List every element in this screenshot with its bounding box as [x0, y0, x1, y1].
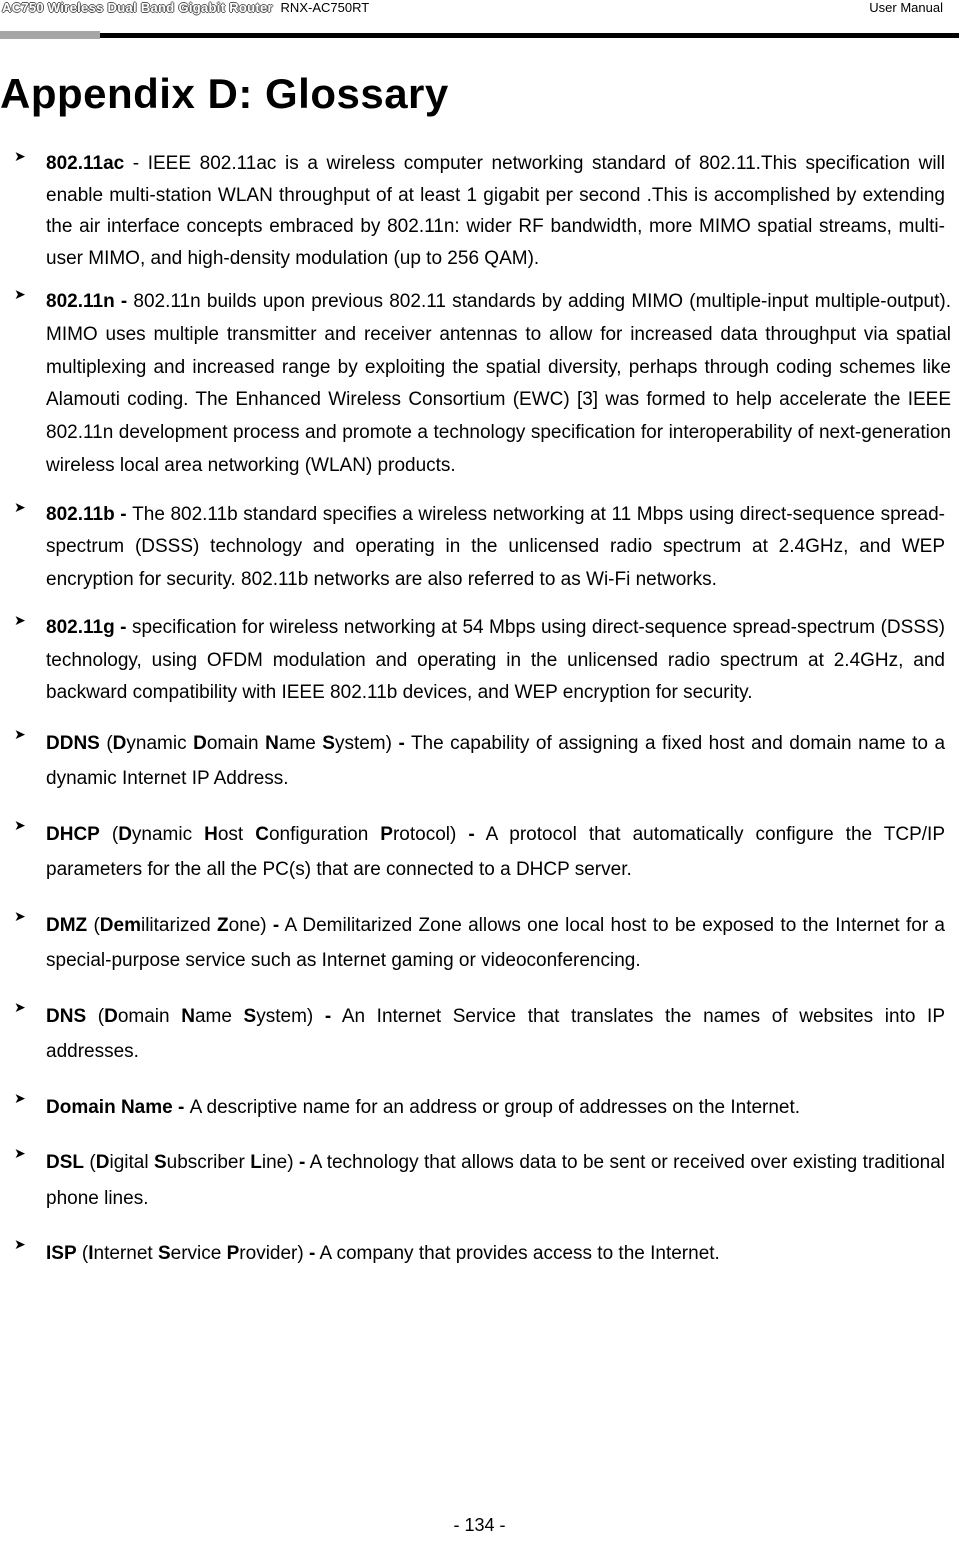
- glossary-term: DNS: [46, 1005, 87, 1027]
- expansion-rest: ost: [217, 823, 256, 845]
- expansion-rest: ystem: [256, 1005, 307, 1027]
- term-separator: -: [114, 617, 132, 639]
- expansion-rest: one: [228, 914, 261, 936]
- header-product-name: AC750 Wireless Dual Band Gigabit Router: [2, 0, 273, 15]
- page-title: Appendix D: Glossary: [0, 70, 449, 117]
- expansion-letter: m: [124, 914, 141, 936]
- glossary-term: DHCP: [46, 823, 100, 845]
- expansion-letter: Z: [216, 914, 229, 936]
- page-header: [0, 0, 959, 40]
- expansion-rest: igital: [109, 1152, 154, 1174]
- glossary-definition: specification for wireless networking at 54 Mbps using direct-sequence spread-spectrum (DSSS) technology, using OFDM modulation and operating in the unlicensed radio spectrum at 2.4GHz, and backward compatibility with IEEE 802.11b devices, and WEP encryption for security.: [46, 617, 945, 704]
- glossary-term: Domain Name: [46, 1096, 173, 1118]
- arrow-bullet-icon: ➤: [14, 998, 26, 1015]
- term-separator: -: [172, 1096, 190, 1118]
- expansion-letter: S: [153, 1152, 167, 1174]
- expansion-letter: H: [204, 823, 218, 845]
- glossary-definition: The 802.11b standard specifies a wireless networking at 11 Mbps using direct-sequence spread-spectrum (DSSS) technology and operating in the unlicensed radio spectrum at 2.4GHz, and WEP encryption for security. 802.11b networks are also referred to as Wi-Fi networks.: [46, 503, 945, 590]
- header-model: RNX-AC750RT: [280, 0, 370, 15]
- header-left: [2, 0, 369, 15]
- arrow-bullet-icon: ➤: [14, 612, 26, 629]
- glossary-entry-802-11g: [0, 612, 959, 710]
- arrow-bullet-icon: ➤: [14, 1145, 26, 1162]
- term-separator: -: [114, 291, 134, 312]
- glossary-definition: A Demilitarized Zone allows one local host to be exposed to the Internet for a special-purpose service such as Internet gaming or videoconferencing.: [46, 914, 946, 972]
- arrow-bullet-icon: ➤: [14, 816, 26, 833]
- expansion-rest: rovider: [239, 1243, 298, 1265]
- expansion-letter: N: [265, 732, 279, 754]
- expansion-letter: S: [322, 732, 335, 754]
- expansion-letter: P: [380, 823, 393, 845]
- entry-text: DMZ (Demilitarized Zone) - A Demilitarized Zone allows one local host to be exposed to the Internet for a special-purpose service such as Internet gaming or videoconferencing.: [46, 914, 946, 972]
- arrow-bullet-icon: ➤: [14, 907, 26, 924]
- arrow-bullet-icon: ➤: [14, 1089, 26, 1106]
- arrow-bullet-icon: ➤: [14, 1236, 26, 1253]
- page-number: - 134 -: [453, 1515, 506, 1535]
- glossary-term: 802.11b: [46, 503, 115, 525]
- expansion-rest: ubscriber: [166, 1152, 251, 1174]
- entry-text: [46, 1090, 945, 1126]
- glossary-entry-802-11n: [0, 286, 959, 483]
- term-separator: -: [114, 503, 133, 525]
- expansion-rest: ystem: [334, 732, 386, 754]
- glossary-term: ISP: [46, 1243, 77, 1265]
- glossary-entry-dhcp: [0, 817, 959, 888]
- expansion-rest: ine: [261, 1152, 288, 1174]
- expansion-rest: onfiguration: [268, 823, 381, 845]
- expansion-letter: P: [226, 1243, 240, 1265]
- glossary-entry-802-11ac: [0, 148, 959, 274]
- glossary-definition: A technology that allows data to be sent or received over existing traditional phone lines.: [46, 1152, 946, 1209]
- entry-text: ISP (Internet Service Provider) - A company that provides access to the Internet.: [46, 1243, 720, 1265]
- entry-text: [46, 148, 945, 274]
- expansion-letter: I: [88, 1243, 94, 1265]
- entry-text: DDNS (Dynamic Domain Name System) - The capability of assigning a fixed host and domain name to a dynamic Internet IP Address.: [46, 732, 946, 790]
- expansion-rest: rotocol: [392, 823, 450, 845]
- glossary-term: 802.11n: [46, 291, 115, 312]
- expansion-rest: ynamic: [126, 732, 194, 754]
- expansion-letter: S: [157, 1243, 171, 1265]
- expansion-rest: omain: [206, 732, 266, 754]
- glossary-term: DDNS: [46, 732, 100, 754]
- expansion-rest: ame: [194, 1005, 244, 1027]
- glossary-term: DMZ: [46, 914, 88, 936]
- glossary-entry-dmz: [0, 908, 959, 979]
- header-rule-grey: [0, 31, 100, 39]
- glossary-entry-domain-name: [0, 1090, 959, 1126]
- expansion-letter: D: [104, 1005, 118, 1027]
- term-separator: -: [124, 153, 148, 174]
- expansion-rest: nternet: [93, 1243, 158, 1265]
- expansion-letter: N: [181, 1005, 195, 1027]
- header-doc-type: User Manual: [869, 0, 943, 15]
- glossary-entry-dsl: [0, 1145, 959, 1216]
- expansion-letter: D: [112, 732, 127, 754]
- header-rule-black: [100, 33, 959, 38]
- entry-text: [46, 612, 945, 710]
- entry-text: DSL (Digital Subscriber Line) - A technology that allows data to be sent or received over existing traditional phone lines.: [46, 1152, 946, 1209]
- glossary-definition: A company that provides access to the Internet.: [319, 1243, 720, 1265]
- arrow-bullet-icon: ➤: [14, 286, 26, 302]
- entry-text: DHCP (Dynamic Host Configuration Protocol) - A protocol that automatically configure the TCP/IP parameters for the all the PC(s) that are connected to a DHCP server.: [46, 823, 945, 881]
- expansion-letter: De: [99, 914, 125, 936]
- expansion-rest: ilitarized: [140, 914, 217, 936]
- glossary-term: 802.11g: [46, 617, 115, 639]
- glossary-entry-dns: [0, 999, 959, 1070]
- expansion-letter: D: [193, 732, 207, 754]
- arrow-bullet-icon: ➤: [14, 725, 26, 742]
- expansion-letter: S: [243, 1005, 257, 1027]
- glossary-term: 802.11ac: [46, 153, 125, 174]
- glossary-entry-isp: [0, 1236, 959, 1272]
- glossary-list: [0, 148, 959, 1272]
- expansion-rest: omain: [117, 1005, 182, 1027]
- entry-text: [46, 286, 951, 483]
- arrow-bullet-icon: ➤: [14, 148, 26, 164]
- glossary-definition: An Internet Service that translates the names of websites into IP addresses.: [46, 1005, 946, 1063]
- expansion-letter: C: [255, 823, 269, 845]
- expansion-rest: ynamic: [131, 823, 205, 845]
- glossary-definition: A descriptive name for an address or group of addresses on the Internet.: [189, 1096, 801, 1118]
- glossary-definition: 802.11n builds upon previous 802.11 standards by adding MIMO (multiple-input multiple-output). MIMO uses multiple transmitter and receiver antennas to allow for increased data throughput via spatial multiplexing and increased range by exploiting the spatial diversity, perhaps through coding schemes like Alamouti coding. The Enhanced Wireless Consortium (EWC) [3] was formed to help accelerate the IEEE 802.11n development process and promote a technology specification for interoperability of next-generation wireless local area networking (WLAN) products.: [46, 291, 951, 476]
- glossary-entry-802-11b: [0, 499, 959, 597]
- expansion-rest: ame: [278, 732, 323, 754]
- expansion-letter: D: [118, 823, 132, 845]
- arrow-bullet-icon: ➤: [14, 498, 26, 515]
- expansion-letter: L: [250, 1152, 262, 1174]
- expansion-rest: ervice: [170, 1243, 227, 1265]
- glossary-definition: IEEE 802.11ac is a wireless computer networking standard of 802.11.This specification will enable multi-station WLAN throughput of at least 1 gigabit per second .This is accomplished by extending the air interface concepts embraced by 802.11n: wider RF bandwidth, more MIMO spatial streams, multi-user MIMO, and high-density modulation (up to 256 QAM).: [46, 153, 945, 269]
- glossary-term: DSL: [46, 1152, 84, 1174]
- expansion-letter: D: [95, 1152, 110, 1174]
- entry-text: [46, 499, 945, 597]
- glossary-entry-ddns: [0, 726, 959, 797]
- entry-text: DNS (Domain Name System) - An Internet Service that translates the names of websites into IP addresses.: [46, 1005, 946, 1063]
- glossary-definition: A protocol that automatically configure the TCP/IP parameters for the all the PC(s) that are connected to a DHCP server.: [46, 823, 945, 881]
- glossary-definition: The capability of assigning a fixed host and domain name to a dynamic Internet IP Address.: [46, 732, 946, 790]
